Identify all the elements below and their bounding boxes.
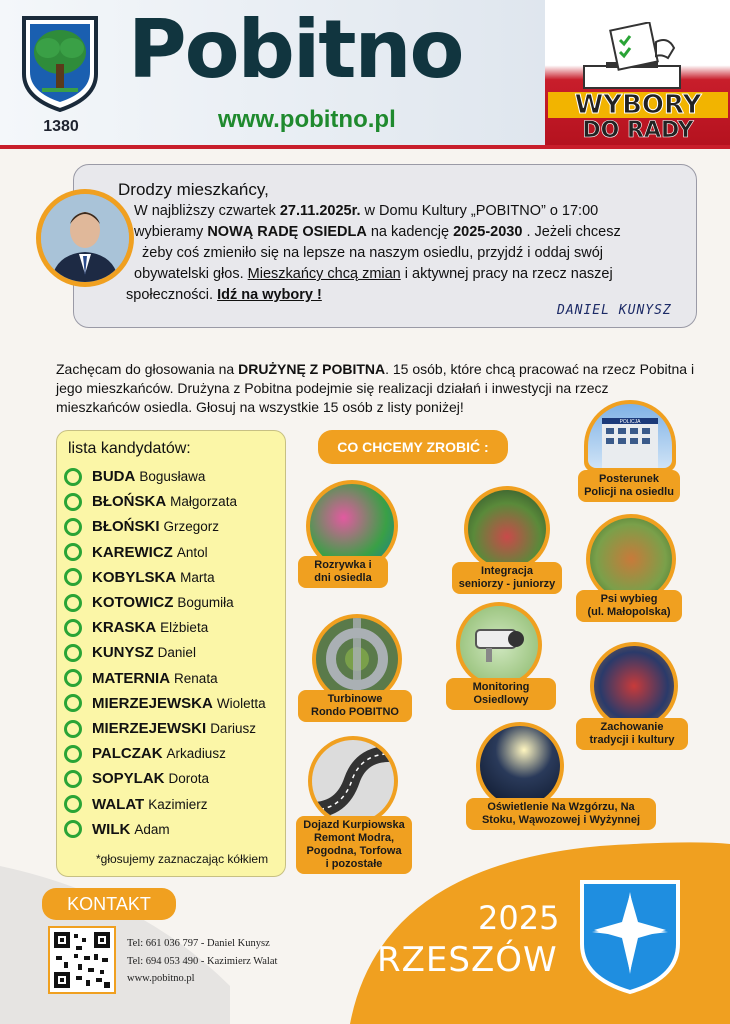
candidate-row — [64, 666, 284, 691]
caption-line: Posterunek — [599, 473, 659, 485]
candidate-surname: KRASKA — [92, 619, 157, 637]
message-line-5 — [126, 284, 322, 306]
contact-website-link[interactable]: www.pobitno.pl — [127, 973, 195, 984]
candidate-row — [64, 489, 284, 514]
streetlight-photo — [480, 726, 560, 806]
plan-caption-police — [578, 470, 680, 502]
message-text: wybieramy — [134, 224, 208, 240]
message-text: obywatelski głos. — [134, 266, 248, 282]
candidate-first-name: Marta — [180, 569, 215, 585]
contact-phone-1[interactable]: Tel: 661 036 797 - Daniel Kunysz — [127, 938, 270, 949]
election-title — [548, 92, 728, 142]
message-text: społeczności. — [126, 287, 218, 303]
road-icon — [312, 740, 394, 822]
header-url-link[interactable]: www.pobitno.pl — [218, 106, 396, 133]
candidate-surname: KAREWICZ — [92, 543, 173, 561]
police-sign-text: POLICJA — [619, 419, 641, 425]
roundabout-icon — [316, 618, 398, 700]
avatar-photo — [41, 194, 129, 282]
message-text: . Jeżeli chcesz — [522, 224, 621, 240]
qr-code-icon[interactable] — [48, 926, 116, 994]
candidate-first-name: Bogumiła — [177, 595, 234, 610]
message-line-1 — [134, 200, 598, 222]
plan-tradition-bubble — [590, 642, 678, 730]
crest-year: 1380 — [43, 118, 79, 135]
candidate-first-name: Wioletta — [216, 695, 266, 711]
plan-caption-roundabout — [298, 690, 412, 722]
caption-line: Monitoring — [472, 681, 530, 693]
contact-heading: KONTAKT — [42, 888, 176, 920]
message-text: na kadencję — [366, 224, 454, 240]
caption-line: i pozostałe — [325, 858, 383, 870]
candidate-row — [64, 565, 284, 590]
vote-circle-icon[interactable] — [64, 694, 82, 712]
building-icon — [588, 404, 672, 468]
footer-city: RZESZÓW — [377, 940, 558, 980]
intro-text: . 15 osób, które chcą pracować na rzecz Pobitna i jego mieszkańców. Drużyna z Pobitna podejmie się realizacji działań i inwestycji na rzecz mieszkańców osiedla. Głosuj na wszystkie 15 osób z listy poniżej! — [56, 361, 695, 415]
vote-circle-icon[interactable] — [64, 669, 82, 687]
camera-icon — [460, 606, 538, 684]
candidate-row — [64, 792, 284, 817]
intro-paragraph — [56, 360, 696, 417]
candidate-row — [64, 615, 284, 640]
plan-caption-monitoring — [446, 678, 556, 710]
election-title-line1: WYBORY — [548, 92, 728, 118]
page-title: Pobitno — [128, 3, 463, 96]
candidate-surname: MATERNIA — [92, 669, 171, 687]
plan-road-bubble — [308, 736, 398, 826]
pobitno-crest-icon — [20, 14, 100, 112]
candidate-surname: MIERZEJEWSKI — [92, 720, 207, 737]
candidate-surname: PALCZAK — [92, 745, 163, 763]
vote-circle-icon[interactable] — [64, 795, 82, 813]
header-divider — [0, 145, 730, 149]
greeting: Drodzy mieszkańcy, — [118, 180, 269, 199]
candidate-first-name: Arkadiusz — [166, 746, 226, 762]
candidate-first-name: Antol — [176, 544, 208, 560]
intro-text: Zachęcam do głosowania na — [56, 361, 239, 377]
candidate-first-name: Adam — [134, 821, 170, 837]
candidate-first-name: Elżbieta — [160, 620, 209, 636]
candidate-row — [64, 514, 284, 539]
caption-line: tradycji i kultury — [589, 734, 675, 746]
team-name: DRUŻYNĘ Z POBITNA — [238, 361, 386, 377]
folk-photo — [594, 646, 674, 726]
candidate-surname: WALAT — [92, 795, 145, 813]
vote-circle-icon[interactable] — [64, 644, 82, 662]
candidate-surname: KOTOWICZ — [92, 594, 174, 611]
vote-circle-icon[interactable] — [64, 518, 82, 536]
message-text: w Domu Kultury „POBITNO” o 17:00 — [360, 203, 599, 219]
plan-integration-bubble — [464, 486, 550, 572]
candidate-surname: KOBYLSKA — [92, 568, 177, 586]
candidate-surname: KUNYSZ — [92, 644, 154, 662]
avatar — [36, 189, 134, 287]
vote-circle-icon[interactable] — [64, 745, 82, 763]
caption-line: Psi wybieg — [600, 593, 658, 605]
candidate-surname: BŁOŃSKA — [92, 493, 167, 511]
candidate-first-name: Renata — [174, 670, 218, 686]
plan-monitoring-bubble — [456, 602, 542, 688]
camera-photo — [460, 606, 538, 684]
message-line-4 — [134, 263, 613, 285]
ballot-box-icon — [578, 22, 688, 92]
candidate-row — [64, 716, 284, 741]
candidate-row — [64, 640, 284, 665]
vote-circle-icon[interactable] — [64, 594, 82, 612]
roundabout-photo — [316, 618, 398, 700]
police-station-photo — [588, 404, 672, 468]
plan-caption-tradition — [576, 718, 688, 750]
candidate-first-name: Kazimierz — [148, 796, 208, 812]
candidate-first-name: Grzegorz — [163, 519, 220, 535]
vote-circle-icon[interactable] — [64, 568, 82, 586]
vote-circle-icon[interactable] — [64, 468, 82, 486]
caption-line: seniorzy - juniorzy — [458, 578, 556, 590]
candidate-row — [64, 540, 284, 565]
candidate-first-name: Dorota — [168, 771, 210, 787]
candidate-first-name: Daniel — [157, 645, 196, 661]
election-title-line2: DO RADY — [582, 118, 694, 143]
caption-line: Integracja — [481, 565, 533, 577]
candidate-surname: BUDA — [92, 468, 136, 485]
caption-line: Osiedlowy — [473, 694, 529, 706]
candidate-first-name: Małgorzata — [170, 494, 237, 510]
caption-line: Zachowanie — [600, 721, 664, 733]
caption-line: Turbinowe — [327, 693, 383, 705]
vote-circle-icon[interactable] — [64, 543, 82, 561]
candidate-row — [64, 741, 284, 766]
person-icon — [41, 194, 129, 282]
caption-line: Remont Modra, — [313, 832, 395, 844]
change-text: Mieszkańcy chcą zmian — [247, 266, 401, 282]
go-vote-text: Idź na wybory ! — [217, 287, 322, 303]
candidate-row — [64, 464, 284, 489]
contact-phone-2[interactable]: Tel: 694 053 490 - Kazimierz Walat — [127, 956, 278, 967]
plans-heading: CO CHCEMY ZROBIĆ : — [318, 430, 508, 464]
plan-caption-fun — [298, 556, 388, 588]
candidate-first-name: Bogusława — [139, 469, 206, 484]
term-text: 2025-2030 — [453, 224, 523, 240]
candidate-row — [64, 766, 284, 791]
caption-line: Stoku, Wąwozowej i Wyżynnej — [481, 814, 641, 826]
election-date: 27.11.2025r. — [279, 203, 361, 219]
plan-lighting-bubble — [476, 722, 564, 810]
caption-line: dni osiedla — [314, 572, 372, 584]
signature: DANIEL KUNYSZ — [557, 303, 672, 318]
caption-line: (ul. Małopolska) — [587, 606, 671, 618]
candidate-list-heading: lista kandydatów: — [68, 440, 191, 457]
group-photo — [468, 490, 546, 568]
caption-line: Pogodna, Torfowa — [306, 845, 402, 857]
candidate-surname: BŁOŃSKI — [92, 518, 160, 536]
message-line-3: żeby coś zmieniło się na lepsze na naszym osiedlu, przyjdź i oddaj swój — [142, 245, 603, 261]
candidate-row — [64, 691, 284, 716]
plan-caption-integration — [452, 562, 562, 594]
message-line-2 — [134, 221, 621, 243]
caption-line: Rozrywka i — [314, 559, 372, 571]
candidate-first-name: Dariusz — [210, 721, 256, 736]
new-council-text: NOWĄ RADĘ OSIEDLA — [207, 224, 367, 240]
candidate-row — [64, 590, 284, 615]
candidate-surname: SOPYLAK — [92, 770, 165, 788]
caption-line: Rondo POBITNO — [311, 706, 399, 718]
caption-line: Policji na osiedlu — [584, 486, 674, 498]
candidate-surname: MIERZEJEWSKA — [92, 694, 213, 712]
candidate-surname: WILK — [92, 820, 131, 838]
rzeszow-crest-icon — [578, 878, 682, 996]
vote-circle-icon[interactable] — [64, 770, 82, 788]
vote-circle-icon[interactable] — [64, 720, 82, 738]
message-text: i aktywnej pracy na rzecz naszej — [400, 266, 613, 282]
footer-year: 2025 — [478, 899, 560, 937]
vote-circle-icon[interactable] — [64, 619, 82, 637]
plan-caption-dogpark — [576, 590, 682, 622]
vote-circle-icon[interactable] — [64, 493, 82, 511]
caption-line: Dojazd Kurpiowska — [303, 819, 405, 831]
caption-line: Oświetlenie Na Wzgórzu, Na — [487, 801, 635, 813]
dog-park-photo — [590, 518, 672, 600]
voting-note: *głosujemy zaznaczając kółkiem — [96, 852, 269, 866]
message-text: W najbliższy czwartek — [134, 203, 280, 219]
plan-caption-lighting — [466, 798, 656, 830]
road-photo — [312, 740, 394, 822]
